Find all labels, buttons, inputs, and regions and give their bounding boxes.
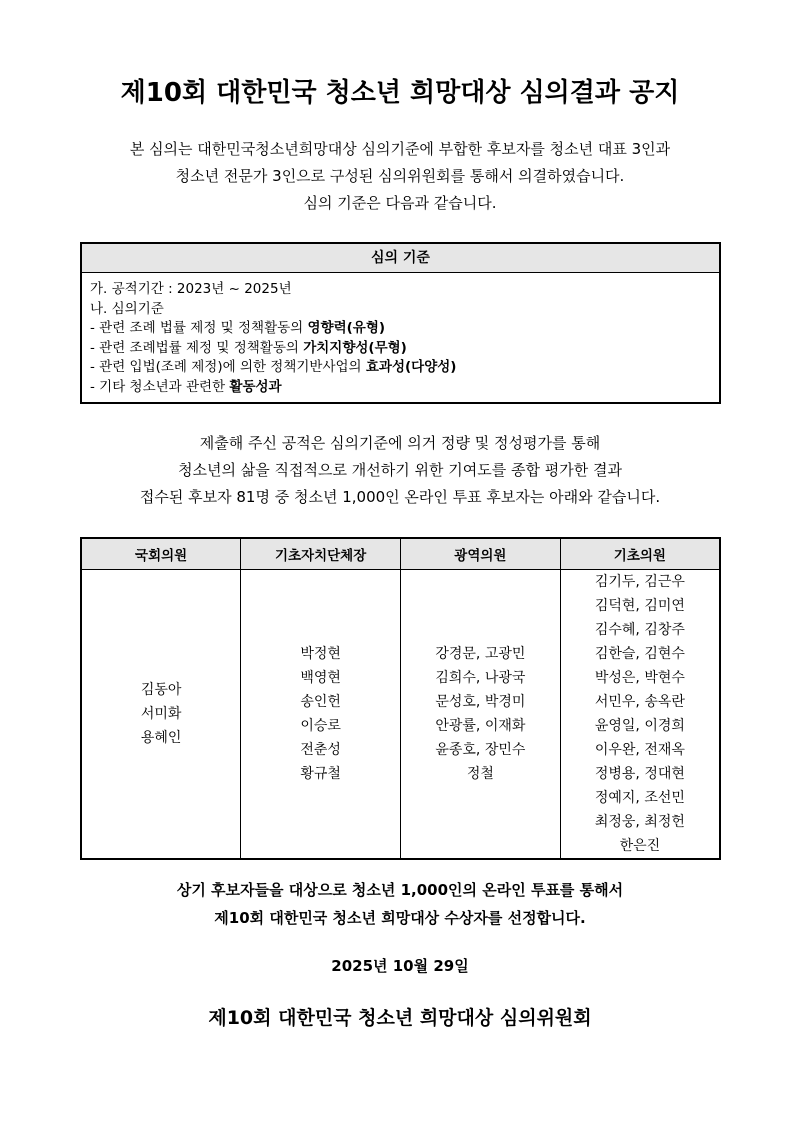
candidate-name: 윤영일, 이경희 (594, 718, 685, 734)
candidate-name: 강경문, 고광민 (435, 646, 526, 662)
candidate-name: 정철 (466, 766, 494, 782)
summary-paragraph (0, 430, 800, 511)
criteria-item-keyword: 효과성(다양성) (365, 359, 457, 375)
column-header: 기초의원 (560, 538, 720, 570)
candidate-name: 황규철 (300, 766, 341, 782)
candidate-name: 박정현 (300, 646, 341, 662)
candidate-name: 김동아 (140, 682, 182, 698)
candidate-name: 윤종호, 장민수 (435, 742, 526, 758)
intro-line: 본 심의는 대한민국청소년희망대상 심의기준에 부합한 후보자를 청소년 대표 3인과 (129, 140, 671, 158)
page-title: 제10회 대한민국 청소년 희망대상 심의결과 공지 (120, 78, 680, 108)
closing-line: 제10회 대한민국 청소년 희망대상 수상자를 선정합니다. (214, 909, 586, 927)
criteria-item (90, 378, 711, 398)
criteria-period: 가. 공적기간 : 2023년 ~ 2025년 (90, 281, 292, 297)
column-header: 국회의원 (81, 538, 241, 570)
criteria-item-keyword: 활동성과 (229, 378, 282, 395)
candidate-name: 김수혜, 김창주 (594, 622, 685, 638)
candidate-name: 김기두, 김근우 (594, 574, 685, 590)
criteria-item (90, 339, 711, 359)
candidate-name: 서미화 (140, 706, 182, 722)
candidate-name: 전춘성 (300, 742, 341, 758)
intro-paragraph (0, 136, 800, 217)
criteria-item-keyword: 가치지향성(무형) (303, 339, 407, 356)
intro-line: 심의 기준은 다음과 같습니다. (303, 194, 497, 212)
candidate-name: 최정웅, 최정헌 (594, 814, 685, 830)
candidate-name: 서민우, 송옥란 (594, 694, 685, 710)
local-head-cell (241, 570, 401, 860)
candidates-table (80, 537, 721, 860)
criteria-body (82, 273, 719, 402)
closing-line: 상기 후보자들을 대상으로 청소년 1,000인의 온라인 투표를 통해서 (176, 881, 624, 899)
criteria-item-text: - 관련 입법(조례 제정)에 의한 정책기반사업의 (90, 359, 366, 375)
column-header: 기초자치단체장 (241, 538, 401, 570)
candidate-name: 문성호, 박경미 (435, 694, 526, 710)
candidate-name: 정예지, 조선민 (594, 790, 685, 806)
metropolitan-council-cell (401, 570, 561, 860)
candidate-name: 김덕현, 김미연 (594, 598, 685, 614)
criteria-box (80, 242, 721, 404)
candidate-name: 한은진 (619, 838, 661, 854)
summary-line: 접수된 후보자 81명 중 청소년 1,000인 온라인 투표 후보자는 아래와 같습니다. (139, 488, 661, 506)
criteria-item (90, 319, 711, 339)
criteria-item (90, 358, 711, 378)
candidate-name: 이승로 (300, 718, 341, 734)
candidate-name: 김한슬, 김현수 (594, 646, 685, 662)
criteria-item-text: - 관련 조례법률 제정 및 정책활동의 (90, 339, 304, 356)
closing-paragraph (0, 876, 800, 932)
criteria-item-text: - 기타 청소년과 관련한 (90, 378, 230, 395)
candidate-name: 이우완, 전재옥 (594, 742, 685, 758)
table-header-row (81, 538, 720, 570)
candidate-name: 백영현 (300, 670, 341, 686)
candidate-name: 박성은, 박현수 (594, 670, 685, 686)
intro-line: 청소년 전문가 3인으로 구성된 심의위원회를 통해서 의결하였습니다. (175, 167, 625, 185)
committee-name: 제10회 대한민국 청소년 희망대상 심의위원회 (208, 1007, 592, 1029)
candidate-name: 김희수, 나광국 (435, 670, 526, 686)
candidate-name: 용혜인 (140, 730, 182, 746)
announcement-date: 2025년 10월 29일 (331, 957, 469, 975)
local-council-cell (560, 570, 720, 860)
column-header: 광역의원 (401, 538, 561, 570)
criteria-item-text: - 관련 조례 법률 제정 및 정책활동의 (90, 320, 308, 336)
table-row (81, 570, 720, 860)
candidate-name: 정병용, 정대현 (594, 766, 685, 782)
candidate-name: 안광률, 이재화 (435, 718, 526, 734)
criteria-item-keyword: 영향력(유형) (307, 320, 386, 336)
summary-line: 제출해 주신 공적은 심의기준에 의거 정량 및 정성평가를 통해 (199, 434, 601, 452)
summary-line: 청소년의 삶을 직접적으로 개선하기 위한 기여도를 종합 평가한 결과 (178, 461, 622, 479)
national-assembly-cell (81, 570, 241, 860)
criteria-header: 심의 기준 (82, 244, 719, 273)
criteria-subtitle: 나. 심의기준 (90, 300, 164, 317)
candidate-name: 송인헌 (300, 694, 341, 710)
